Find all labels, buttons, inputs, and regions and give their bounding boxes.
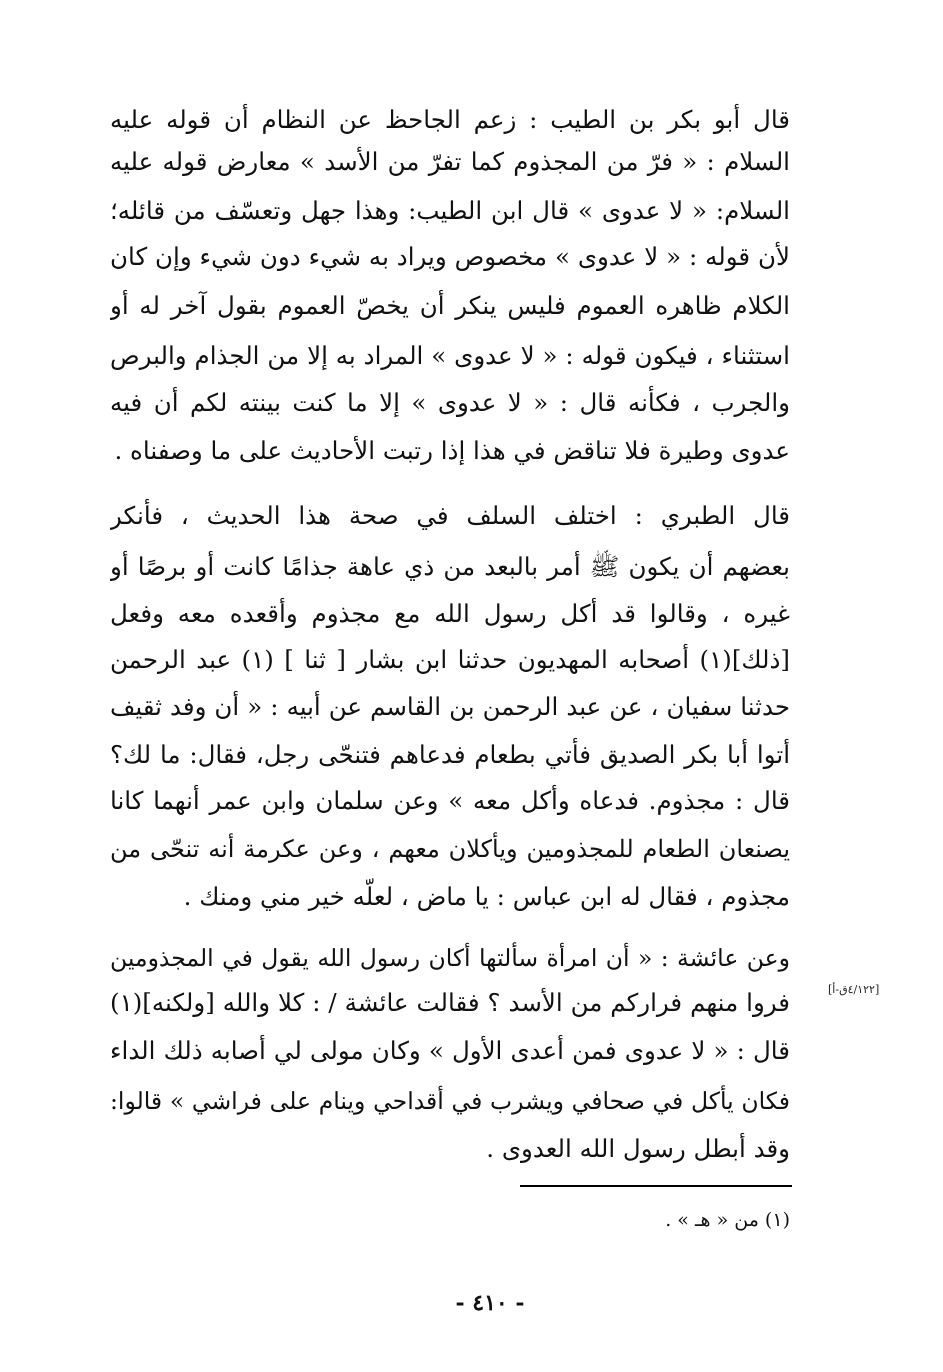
text-line: أتوا أبا بكر الصديق فأتي بطعام فدعاهم فتنحّى رجل، فقال: ما لك؟ [110,740,790,769]
footnote: (١) من « هـ » . [665,1209,790,1231]
text-line: الكلام ظاهره العموم فليس ينكر أن يخصّ العموم بقول آخر له أو [110,291,790,320]
text-line: فروا منهم فراركم من الأسد ؟ فقالت عائشة / : كلا والله [ولكنه](١) [110,988,790,1017]
text-line: يصنعان الطعام للمجذومين ويأكلان معهم ، وعن عكرمة أنه تنحّى من [110,835,790,863]
footnote-divider [520,1185,792,1187]
text-line: وعن عائشة : « أن امرأة سألتها أكان رسول الله يقول في المجذومين [110,944,790,972]
text-line: لأن قوله : « لا عدوى » مخصوص ويراد به شيء دون شيء وإن كان [110,242,790,271]
text-line: السلام : « فرّ من المجذوم كما تفرّ من الأسد » معارض قوله عليه [110,147,790,176]
text-line: غيره ، وقالوا قد أكل رسول الله مع مجذوم وأقعده معه وفعل [110,599,790,628]
text-line: استثناء ، فيكون قوله : « لا عدوى » المراد به إلا من الجذام والبرص [110,341,790,370]
text-line: قال : « لا عدوى فمن أعدى الأول » وكان مولى لي أصابه ذلك الداء [110,1036,790,1065]
text-line: عدوى وطيرة فلا تناقض في هذا إذا رتبت الأحاديث على ما وصفناه . [114,436,790,465]
text-line: السلام: « لا عدوى » قال ابن الطيب: وهذا جهل وتعسّف من قائله؛ [110,196,790,225]
text-line: [ذلك](١) أصحابه المهديون حدثنا ابن بشار [ ثنا ] (١) عبد الرحمن [110,645,790,674]
text-line: مجذوم ، فقال له ابن عباس : يا ماض ، لعلّه خير مني ومنك . [183,882,790,911]
text-line: قال : مجذوم. فدعاه وأكل معه » وعن سلمان وابن عمر أنهما كانا [110,786,790,815]
margin-manuscript-reference: [٤/١٢٢ق-أ] [828,983,880,996]
text-line: وقد أبطل رسول الله العدوى . [486,1134,790,1163]
text-line: بعضهم أن يكون ﷺ أمر بالبعد من ذي عاهة جذامًا كانت أو برصًا أو [110,552,790,581]
text-line: فكان يأكل في صحافي ويشرب في أقداحي وينام على فراشي » قالوا: [110,1087,790,1115]
text-line: قال أبو بكر بن الطيب : زعم الجاحظ عن النظام أن قوله عليه [110,105,790,134]
page-number: - ٤١٠ - [455,1290,525,1316]
text-line: والجرب ، فكأنه قال : « لا عدوى » إلا ما كنت بينته لكم أن فيه [110,388,790,417]
text-line: قال الطبري : اختلف السلف في صحة هذا الحديث ، فأنكر [110,501,790,530]
text-line: حدثنا سفيان ، عن عبد الرحمن بن القاسم عن أبيه : « أن وفد ثقيف [110,692,790,721]
